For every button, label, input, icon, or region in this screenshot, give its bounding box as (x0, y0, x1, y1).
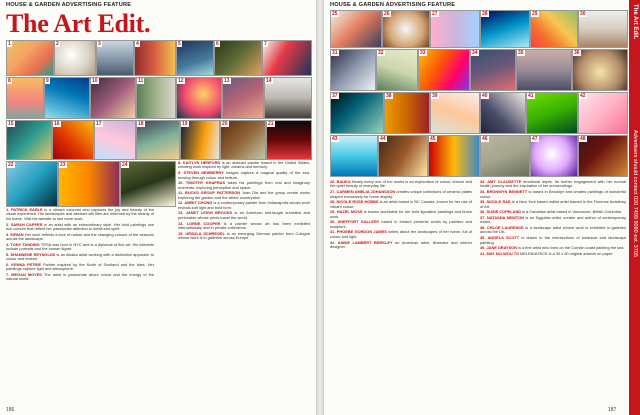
artwork-tile-9 (44, 77, 90, 119)
entry-name: 5. SHANNENE REYNOLDS (6, 251, 57, 257)
tile-number: 18 (138, 121, 144, 127)
side-tab-title: The Art Edit. (632, 4, 638, 40)
entry-text: is an American self-taught surrealist and printmaker whose prints travel the world. (178, 210, 310, 220)
entry-text: is known worldwide for her bold figurative paintings and brush work. (330, 209, 472, 219)
tile-number: 16 (54, 121, 60, 127)
right-page (324, 0, 640, 415)
entry-name: 41. MAY NIJ-WOU TO (480, 250, 521, 256)
entry-paragraph (480, 190, 626, 199)
tile-number: 40 (482, 93, 488, 99)
entry-name: 35. NICOLE RAE (480, 199, 512, 205)
entry-name: 36. SUSIE COPELAND (480, 209, 523, 215)
tile-number: 25 (332, 11, 338, 17)
tile-number: 46 (482, 136, 488, 142)
entry-name: 14. LORNE COOPER (178, 220, 224, 226)
tile-number: 30 (580, 11, 586, 17)
entry-text: creates unique collections of ceramic plates shaped exclusively for home display. (330, 189, 472, 199)
entry-paragraph (6, 273, 154, 282)
entry-text: is a fine artist who lives on the Cornish coast painting the sea. (518, 245, 625, 251)
entry-text: is an artist based in BC Canada, known for her use of vibrant colour. (330, 199, 472, 209)
entry-text: takes his paintings from real and imaginary moments, exploring perception and space. (178, 180, 310, 190)
page-number-right: 187 (608, 407, 617, 413)
entry-paragraph (480, 226, 626, 235)
entry-text: Images capture a magical quality of the sea, moving through colour and texture. (178, 170, 310, 180)
entry-text: is a vibrant colourist who captures the joy and beauty of the visual experience. His landscapes and abstract still lifes are informed by the beauty of his home. Visit his website to see more work. (6, 208, 154, 221)
tile-number: 12 (178, 78, 184, 84)
entry-text: is drawn to the intersections of botanical and landscape painting. (480, 235, 626, 245)
entry-paragraph (480, 200, 626, 209)
tile-number: 47 (532, 136, 538, 142)
entry-name: 33. AMY CLAUDETTE (480, 180, 524, 184)
tile-number: 3 (98, 41, 101, 47)
side-tab-contact: Advertisers should contact 020 7499 9080 ext. 3705 (632, 130, 638, 257)
entry-name: 11. BUCKS GROUP PATTERSON (178, 190, 242, 196)
entry-text: writes about the landscapes of her home, full of colour and light. (330, 229, 472, 239)
entry-name: 2. SARAH CAPPER (6, 221, 45, 227)
left-text-column-2 (178, 161, 310, 406)
tile-number: 19 (182, 121, 188, 127)
entry-name: 12. AMRIT CHONG (178, 200, 214, 206)
entry-name: 26. BAUKA (330, 180, 352, 184)
entry-name: 29. HAZEL MOSS (330, 209, 364, 215)
tile-number: 8 (8, 78, 11, 84)
left-text-column-1 (6, 208, 154, 406)
page-title: The Art Edit. (6, 9, 151, 38)
entry-paragraph (330, 180, 472, 189)
entry-paragraph (330, 230, 472, 239)
artwork-tile-23 (58, 161, 120, 207)
tile-number: 48 (580, 136, 586, 142)
entry-name: 6. KENNA PETRIE (6, 261, 44, 267)
tile-number: 26 (384, 11, 390, 17)
tile-number: 33 (420, 50, 426, 56)
entry-paragraph (330, 190, 472, 199)
tile-number: 36 (574, 50, 580, 56)
entry-text: Her work reflects a love of nature and the changing colours of the seasons across the landscape. (6, 231, 154, 242)
tile-number: 28 (482, 11, 488, 17)
entry-text: The artist is passionate about colour and the energy of the natural world. (6, 272, 154, 282)
entry-text: Joan Dia and the group create works exploring the garden and the wilder countryside. (178, 190, 310, 200)
entry-name: 30. SHEFFORT GALLERY (330, 219, 382, 225)
entry-text: is a contemporary painter from Indianapolis whose work reveals soft light and bold form. (178, 200, 310, 210)
artwork-tile-6 (214, 40, 262, 76)
entry-name: 32. ANNIE LAMBERT BERKLEY (330, 239, 396, 245)
entry-text: is an Alaska artist working with a distinctive approach to colour and texture. (6, 251, 154, 262)
entry-paragraph (6, 243, 154, 252)
entry-paragraph (178, 211, 310, 220)
entry-name: 4. TONY TANDING (6, 241, 41, 247)
tile-number: 34 (472, 50, 478, 56)
entry-name: 15. URSULA SCHREGEL (178, 230, 227, 236)
entry-name: 37. NATASHA NEWTON (480, 214, 526, 220)
entry-paragraph (178, 201, 310, 210)
entry-name: 1. PATRICK EARLE (6, 208, 45, 212)
tile-number: 17 (96, 121, 102, 127)
entry-text: is based in Brooklyn and creates paintings of wonderful colour. (480, 189, 626, 199)
tile-number: 21 (268, 121, 274, 127)
entry-name: 38. CHLOE LAURENCE (480, 225, 526, 231)
entry-paragraph (330, 220, 472, 229)
side-tab (629, 0, 640, 415)
entry-name: 34. BRONWYN BENNETT (480, 189, 529, 195)
entry-paragraph (6, 263, 154, 272)
tile-number: 39 (432, 93, 438, 99)
entry-paragraph (6, 223, 154, 232)
entry-text: MELINDA RICE is a 30 x 30 original artwork on paper. (520, 250, 614, 256)
tile-number: 15 (8, 121, 14, 127)
tile-number: 4 (136, 41, 139, 47)
entry-paragraph (480, 216, 626, 225)
tile-number: 37 (332, 93, 338, 99)
entry-text: emotional depth. Its further engagement with her normal health journey and the inspiration of her surroundings. (480, 180, 626, 189)
artwork-tile-2 (54, 40, 96, 76)
entry-text: TRSA was born in NYC and is a diplomat of fine art. His interests include portraits and the human figure. (6, 241, 154, 252)
right-text-column-1 (330, 180, 472, 406)
tile-number: 38 (386, 93, 392, 99)
tile-number: 5 (178, 41, 181, 47)
entry-paragraph (480, 236, 626, 245)
entry-name: 8. KAITLYN HERFORD (178, 161, 222, 165)
entry-name: 3. EIRIAN (6, 231, 25, 237)
entry-text: based in Ireland presents works by painters and sculptors. (330, 219, 472, 229)
entry-text: Painter inspired by the North of Scotland and the Isles. Her paintings capture light and atmosphere. (6, 261, 154, 272)
entry-paragraph (6, 253, 154, 262)
entry-paragraph (178, 232, 310, 241)
entry-text: is a landscape artist whose work is exhibited in galleries across the UK. (480, 225, 626, 235)
entry-name: 7. MEGAN MOYES (6, 272, 44, 278)
tile-number: 44 (380, 136, 386, 142)
entry-name: 31. PHOEBE GORDON JAMES (330, 229, 389, 235)
tile-number: 6 (216, 41, 219, 47)
right-text-column-2 (480, 180, 626, 406)
entry-name: 27. CARMEN AMELIA JOHANSSON (330, 189, 397, 195)
section-label-right: HOUSE & GARDEN ADVERTISING FEATURE (330, 2, 456, 8)
artwork-tile-4 (134, 40, 176, 76)
tile-number: 10 (92, 78, 98, 84)
entry-name: 39. ANGELA SCOTT (480, 235, 522, 241)
entry-text: is a Canadian artist based in Vancouver, British Columbia. (522, 209, 623, 215)
tile-number: 1 (8, 41, 11, 47)
artwork-tile-7 (262, 40, 312, 76)
entry-paragraph (480, 180, 626, 189)
entry-text: is a painter whose art has been exhibited internationally and in private collections. (178, 220, 310, 231)
tile-number: 24 (122, 162, 128, 168)
entry-paragraph (6, 208, 154, 221)
entry-paragraph (178, 171, 310, 180)
tile-number: 20 (222, 121, 228, 127)
entry-name: 10. TIMOTHY KHAPRAS (178, 180, 228, 186)
entry-paragraph (480, 252, 626, 256)
entry-paragraph (178, 181, 310, 190)
tile-number: 9 (46, 78, 49, 84)
entry-text: is an Egyptian artist, creator and author of contemporary works. (480, 214, 626, 225)
tile-number: 43 (332, 136, 338, 142)
entry-paragraph (330, 200, 472, 209)
tile-number: 23 (60, 162, 66, 168)
entry-name: 13. JANET LEIGH BROOKS (178, 210, 235, 216)
entry-paragraph (178, 161, 310, 170)
tile-number: 22 (8, 162, 14, 168)
entry-text: is an artist with an extraordinary style. Her bold paintings use rich colours that reflect her passionate attention to detail and spirit. (6, 221, 154, 231)
tile-number: 7 (264, 41, 267, 47)
entry-text: is an emerging German painter from Cologne whose work is in galleries across Europe. (178, 230, 310, 241)
entry-text: Nearly every one of her works is an exploration of colour, texture and the quiet beauty of everyday life. (330, 180, 472, 189)
tile-number: 14 (266, 78, 272, 84)
tile-number: 27 (432, 11, 438, 17)
entry-text: is an abstract painter based in the United States, creating work inspired by light, dreams and memory. (178, 161, 310, 170)
entry-name: 40. JANE DRAYSON (480, 245, 519, 251)
tile-number: 35 (518, 50, 524, 56)
tile-number: 32 (378, 50, 384, 56)
tile-number: 29 (532, 11, 538, 17)
entry-paragraph (178, 222, 310, 231)
entry-text: is a New York based realist artist trained in the Florence Academy of Art. (480, 199, 626, 209)
tile-number: 45 (430, 136, 436, 142)
tile-number: 11 (138, 78, 144, 84)
entry-text: an American artist, illustrator and interior designer. (330, 239, 472, 250)
tile-number: 31 (332, 50, 338, 56)
entry-paragraph (330, 210, 472, 219)
entry-paragraph (330, 241, 472, 250)
tile-number: 13 (224, 78, 230, 84)
tile-number: 2 (56, 41, 59, 47)
tile-number: 41 (528, 93, 534, 99)
left-page (0, 0, 316, 415)
entry-name: 28. NICOLE ROSE HOBBS (330, 199, 380, 205)
entry-paragraph (6, 233, 154, 242)
tile-number: 42 (580, 93, 586, 99)
entry-name: 9. STEVEN NEWBERRY (178, 170, 226, 176)
artwork-tile-1 (6, 40, 54, 76)
entry-paragraph (178, 191, 310, 200)
section-label-left: HOUSE & GARDEN ADVERTISING FEATURE (6, 2, 132, 8)
page-number-left: 186 (6, 407, 15, 413)
gutter (316, 0, 324, 415)
